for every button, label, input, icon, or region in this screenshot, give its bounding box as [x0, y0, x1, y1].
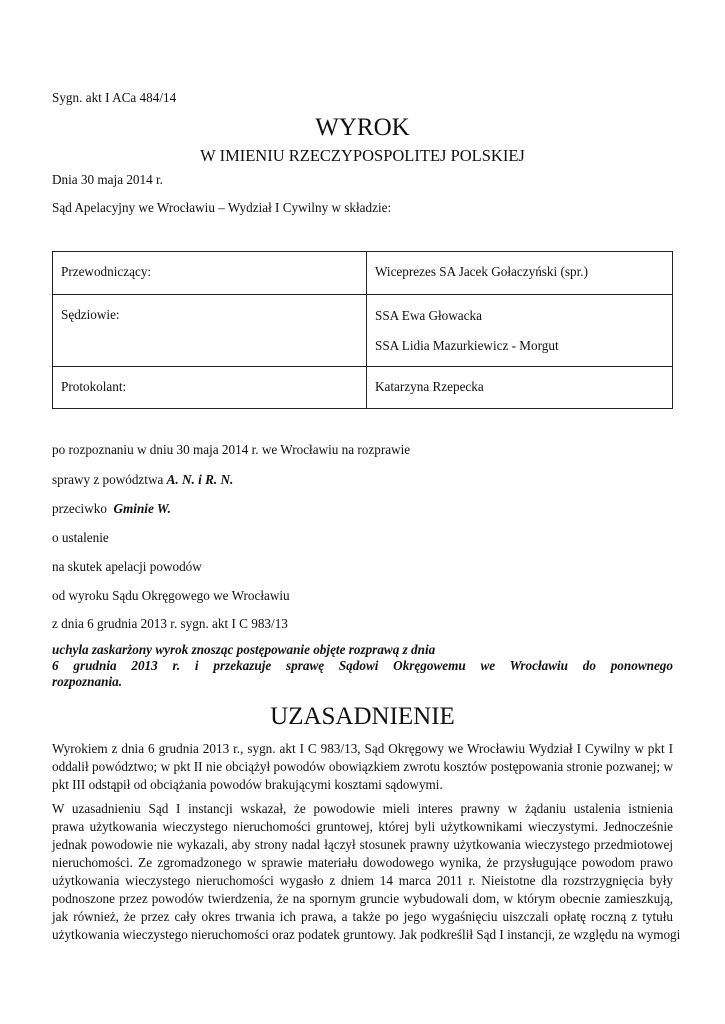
judge-name: SSA Lidia Mazurkiewicz - Morgut [375, 338, 559, 353]
paragraph-line: oddalił powództwo; w pkt II nie obciążył powodów obowiązkiem zwrotu kosztów postępowania stronie pozwanej; w [52, 759, 673, 774]
paragraph-line: Wyrokiem z dnia 6 grudnia 2013 r., sygn. akt I C 983/13, Sąd Okręgowy we Wrocławiu Wydział I Cywilny w pkt I [52, 741, 673, 756]
justification-paragraph-2 [52, 800, 681, 944]
paragraph-line: podnoszone przez powodów twierdzenia, że na spornym gruncie wybudowali dom, w którym obecnie zamieszkują, [52, 891, 673, 906]
claimants: A. N. i R. N. [166, 472, 234, 487]
justification-paragraph-1 [52, 740, 673, 794]
subject-line: o ustalenie [52, 530, 109, 545]
document-title: WYROK [315, 114, 410, 141]
judges-label: Sędziowie: [53, 295, 367, 367]
justification-title: UZASADNIENIE [270, 703, 455, 730]
paragraph-line: jak również, że przez cały okres trwania ich prawa, a także po jego wygaśnięciu uiszczali opłatę roczną z tytułu [52, 909, 673, 924]
court-panel-table [52, 251, 673, 409]
decision-line: uchyla zaskarżony wyrok znosząc postępowanie objęte rozprawą z dnia [52, 642, 436, 657]
decision-line: 6 grudnia 2013 r. i przekazuje sprawę Sądowi Okręgowemu we Wrocławiu do ponownego [52, 658, 673, 673]
judgment-date-line: z dnia 6 grudnia 2013 r. sygn. akt I C 983/13 [52, 616, 288, 631]
decision-text [52, 642, 673, 690]
against-line [52, 501, 171, 517]
chair-label: Przewodniczący: [53, 252, 367, 295]
defendant: Gminie W. [113, 501, 171, 516]
paragraph-line: jednak powodowie nie wykazali, aby strony nadal łączył stosunek prawny użytkowania wieczystego przedmiotowej [52, 837, 673, 852]
court-composition: Sąd Apelacyjny we Wrocławiu – Wydział I Cywilny w składzie: [52, 200, 392, 215]
case-signature: Sygn. akt I ACa 484/14 [52, 90, 177, 105]
paragraph-line: W uzasadnieniu Sąd I instancji wskazał, że powodowie mieli interes prawny w żądaniu ustalenia istnienia [52, 801, 673, 816]
paragraph-line: nieruchomości. Ze zgromadzonego w sprawie materiału dowodowego wynika, że przysługujące powodom prawo [52, 855, 673, 870]
table-row [53, 367, 673, 409]
paragraph-line: prawa użytkowania wieczystego nieruchomości gruntowej, której byli użytkownikami wieczystymi. Jednocześnie [52, 819, 673, 834]
clerk-label: Protokolant: [53, 367, 367, 409]
judges-value [367, 295, 673, 367]
judge-name: SSA Ewa Głowacka [375, 308, 482, 323]
paragraph-line: użytkowania wieczystego nieruchomości oraz podatek gruntowy. Jak podkreślił Sąd I instancji, ze względu na wymogi [52, 927, 681, 942]
against-prefix: przeciwko [52, 501, 111, 516]
claim-line [52, 472, 233, 488]
paragraph-line: użytkowania wieczystego nieruchomości wygasło z dniem 14 marca 2011 r. Nieistotne dla rozstrzygnięcia były [52, 873, 673, 888]
decision-line: rozpoznania. [52, 674, 122, 689]
claim-prefix: sprawy z powództwa [52, 472, 167, 487]
paragraph-line: pkt III odstąpił od obciążania powodów brakującymi kosztami sądowymi. [52, 777, 443, 792]
document-subtitle: W IMIENIU RZECZYPOSPOLITEJ POLSKIEJ [200, 146, 525, 165]
from-judgment-line: od wyroku Sądu Okręgowego we Wrocławiu [52, 588, 290, 603]
table-row [53, 252, 673, 295]
clerk-value: Katarzyna Rzepecka [367, 367, 673, 409]
appeal-line: na skutek apelacji powodów [52, 559, 202, 574]
chair-value: Wiceprezes SA Jacek Gołaczyński (spr.) [367, 252, 673, 295]
judgment-date: Dnia 30 maja 2014 r. [52, 172, 163, 187]
table-row [53, 295, 673, 367]
hearing-line: po rozpoznaniu w dniu 30 maja 2014 r. we Wrocławiu na rozprawie [52, 442, 411, 457]
